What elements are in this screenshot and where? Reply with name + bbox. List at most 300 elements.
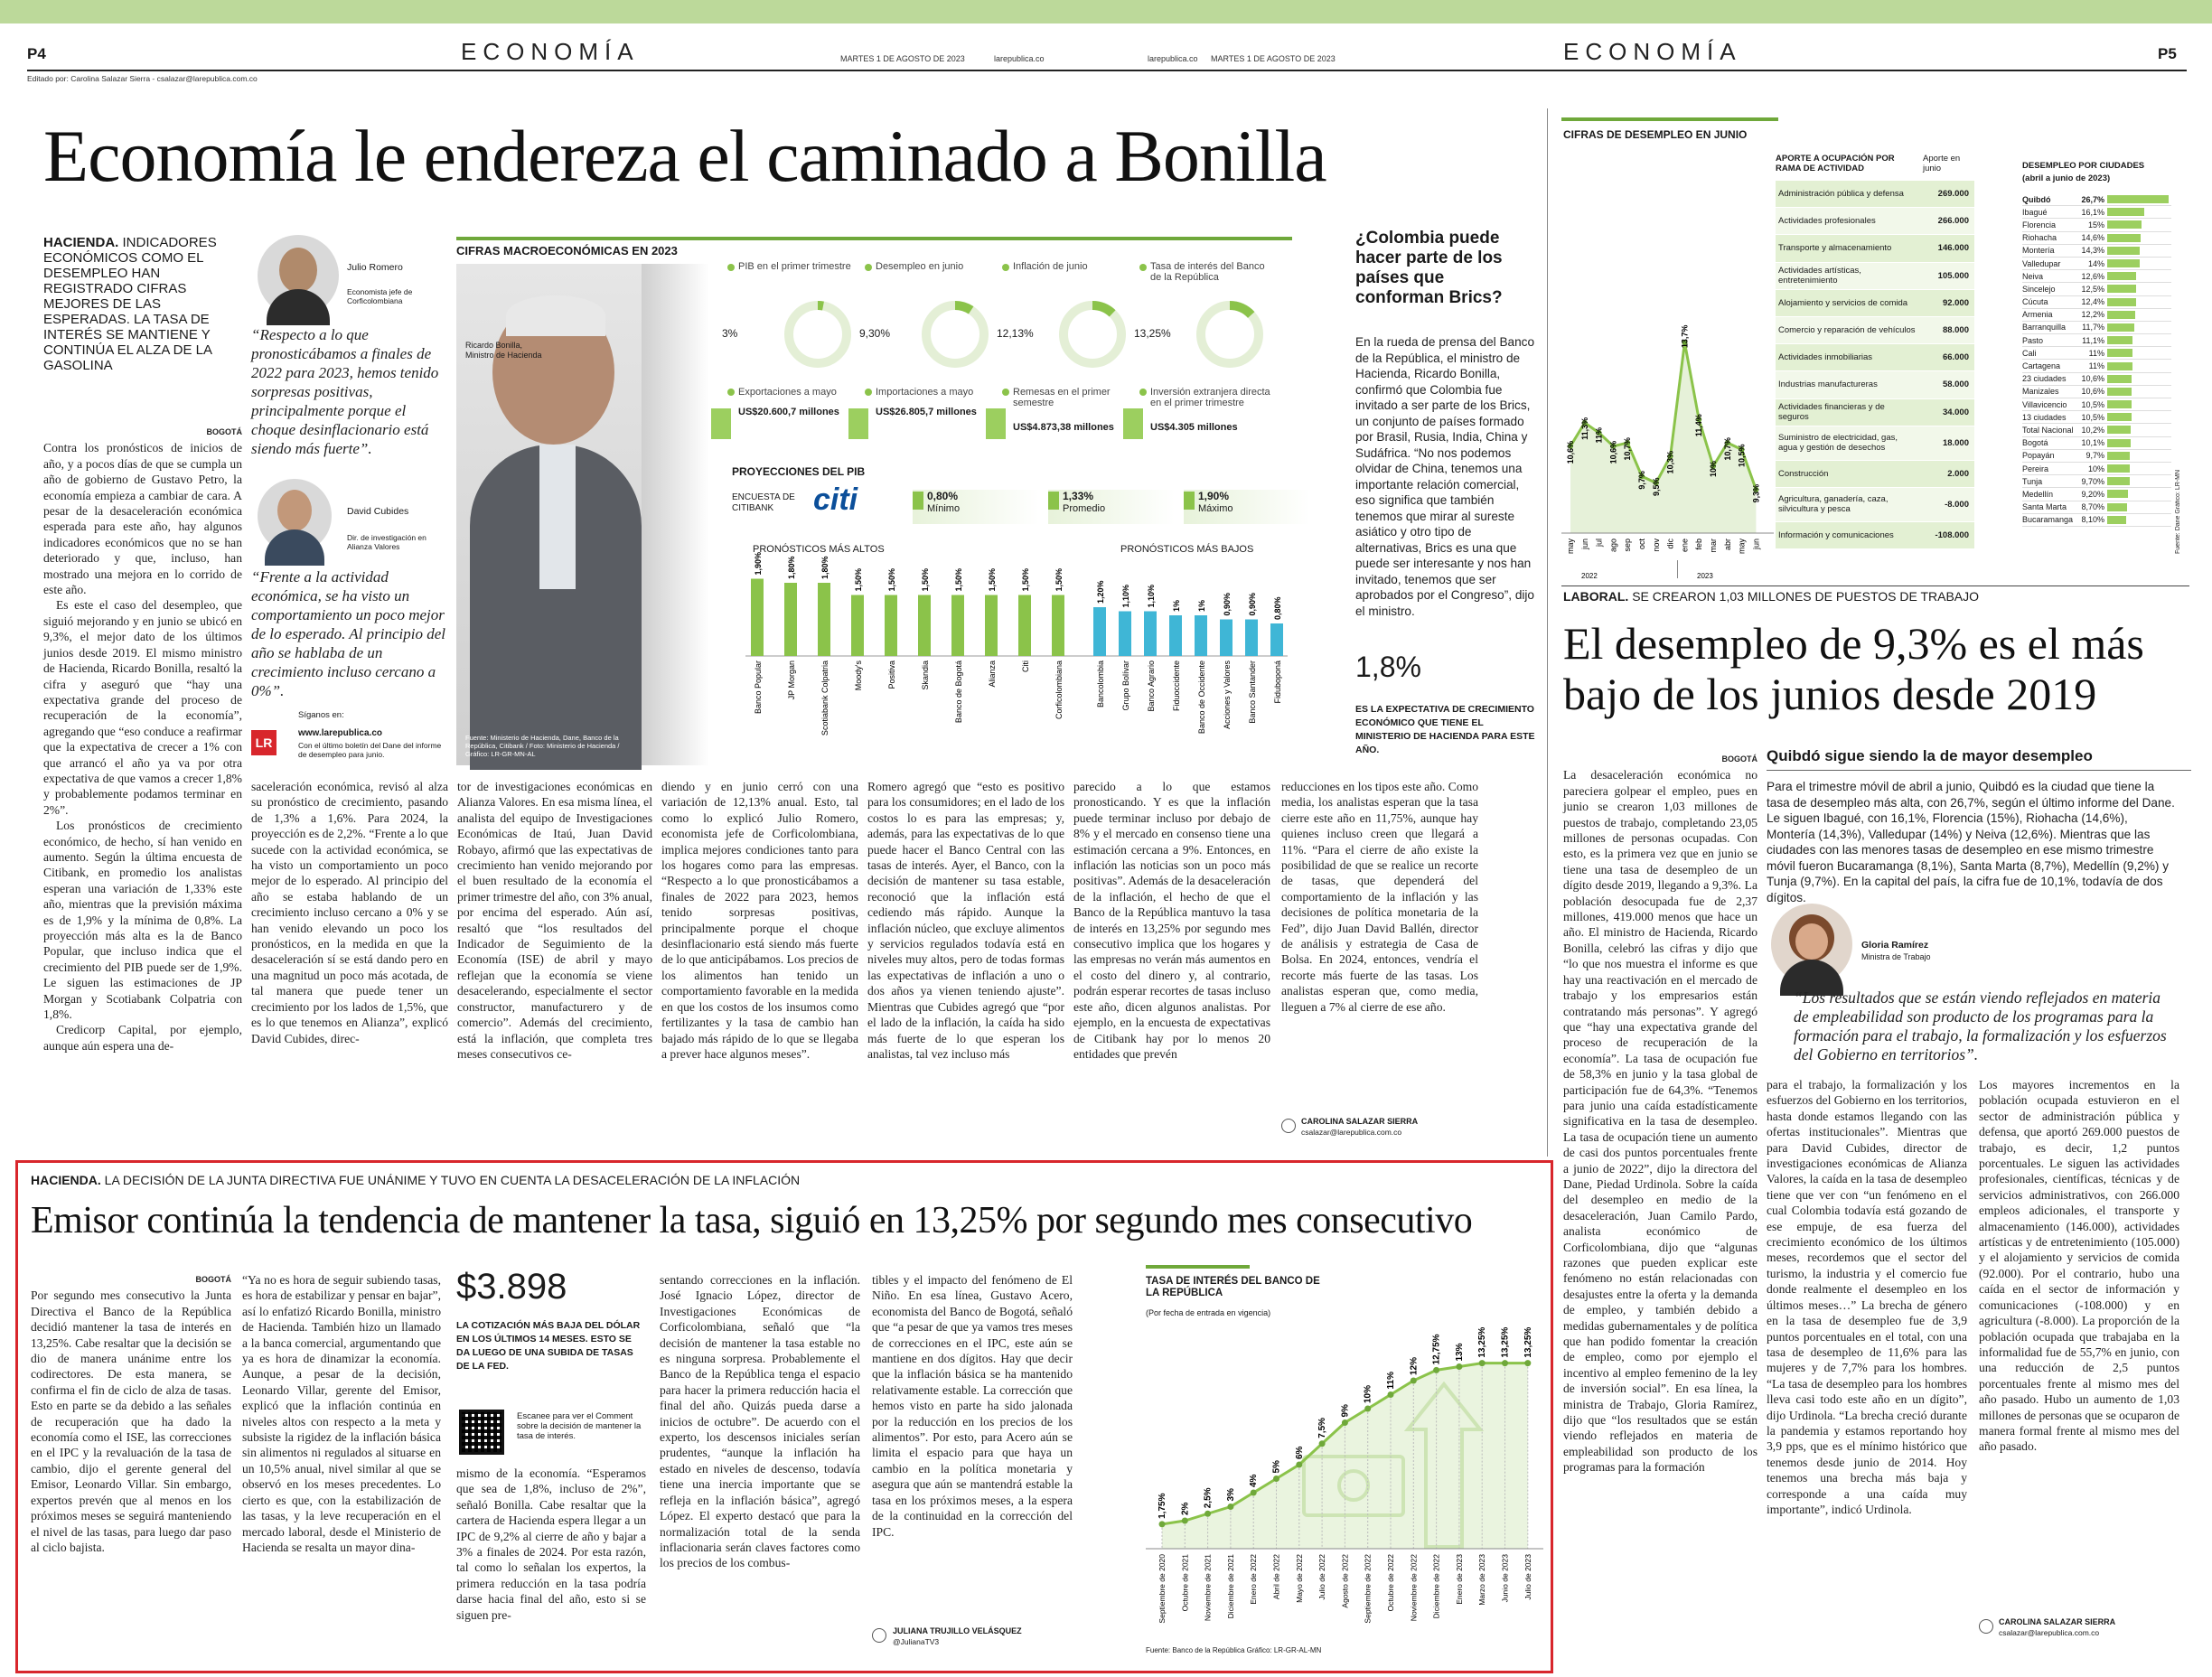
donut-label: Tasa de interés del Banco de la República [1150, 261, 1265, 283]
proj-label: Promedio [1063, 503, 1106, 514]
romero-photo [258, 235, 339, 316]
rate-value: 12,75% [1431, 1334, 1442, 1365]
city-value: 10,6% [2081, 374, 2104, 384]
table-cell-value: -8.000 [1945, 499, 1969, 510]
forecast-category: Skandia [921, 660, 930, 690]
donut-value: 3% [722, 327, 738, 340]
rate-category: Marzo de 2023 [1477, 1554, 1487, 1606]
chart-accent [1561, 117, 1778, 121]
minister-photo [456, 264, 642, 765]
emisor-price: $3.898 [456, 1267, 567, 1307]
rate-category: Septiembre de 2022 [1363, 1554, 1373, 1624]
forecast-bar [1093, 607, 1106, 656]
forecast-bar [851, 595, 864, 657]
forecast-value: 1% [1172, 599, 1181, 612]
romero-name: Julio Romero [347, 262, 403, 273]
desempleo-col3: Los mayores incrementos en la población ocupada estuvieron en el sector de administración pública y defensa, que aportó 269.000 puestos de trabajo, es decir, 1,2 puntos porcentuales. Le siguen las actividades profesionales, científicas, técnicas y de servicios administrativos, con 266.000 empleos adicionales, el transporte y almacenamiento (146.000), actividades artísticas y de entretenimiento (105.000) y el alojamiento y servicios de comida (92.000). Por el contrario, hubo una caída en el sector de información y comunicaciones (-108.000) y en agricultura (-8.000). La proporción de la población ocupada que trabajaba en la informalidad fue de 55,7% en junio, con una reducción de 2,5 puntos porcentuales frente al mismo mes del año pasado. Hubo un aumento de 1,03 millones de personas que se ocuparon de manera formal frente al mismo mes del año pasado. [1979, 1078, 2179, 1454]
forecast-value: 1,80% [787, 556, 796, 579]
main-paragraph: Credicorp Capital, por ejemplo, aunque aún espera una de- [43, 1023, 242, 1053]
donut-track [789, 305, 847, 363]
bullet-dot [1139, 264, 1147, 271]
rate-value: 11% [1386, 1372, 1396, 1390]
city-value: 10,5% [2081, 399, 2104, 409]
bullet-dot [865, 264, 872, 271]
rate-point [1342, 1419, 1348, 1426]
donut-value: 12,13% [997, 327, 1034, 340]
rate-point [1411, 1378, 1417, 1384]
flow-bar [1123, 408, 1143, 439]
main-body-col1 [43, 425, 242, 1138]
bullet-dot [1139, 389, 1147, 396]
kicker-tag: HACIENDA. [31, 1173, 101, 1187]
city-value: 26,7% [2081, 194, 2104, 204]
forecast-category: Corficolombiana [1054, 660, 1064, 720]
forecast-value: 1,50% [1021, 567, 1030, 592]
line-value: 10,3% [1665, 450, 1675, 474]
table-row [1776, 208, 1974, 235]
rate-category: Mayo de 2022 [1294, 1554, 1304, 1603]
donut-label: PIB en el primer trimestre [738, 261, 851, 272]
forecast-bar [1144, 612, 1157, 657]
forecast-value: 0,90% [1248, 592, 1257, 616]
proj-label: Mínimo [927, 503, 961, 514]
rate-point [1251, 1490, 1257, 1496]
city-value: 14% [2087, 258, 2104, 268]
city-name: Bogotá [2022, 438, 2048, 448]
forecast-bar [1169, 615, 1182, 656]
main-kicker [43, 235, 244, 373]
table-cell-value: 18.000 [1942, 437, 1969, 448]
byline-icon [1281, 1119, 1296, 1133]
forecast-category: Fiduboponá [1273, 660, 1282, 704]
rate-category: Noviembre de 2021 [1203, 1554, 1213, 1622]
byline-icon [872, 1628, 886, 1643]
desempleo-byline: CAROLINA SALAZAR SIERRA [1999, 1617, 2116, 1626]
byline-icon [1979, 1619, 1993, 1634]
flow-label: Inversión extranjera directa en el primer trimestre [1150, 387, 1270, 408]
bullet-dot [727, 264, 735, 271]
rate-category: Julio de 2023 [1523, 1554, 1532, 1600]
table-cell-label: Alojamiento y servicios de comida [1778, 297, 1908, 308]
cities-sub: (abril a junio de 2023) [2022, 173, 2111, 183]
year-label: 2022 [1581, 572, 1598, 580]
rate-value: 13,25% [1500, 1326, 1511, 1358]
forecast-value: 1,20% [1096, 580, 1105, 604]
table-row [1776, 317, 1974, 344]
rate-chart [1146, 1321, 1543, 1642]
city-bar [2107, 247, 2140, 255]
main-paragraph: Contra los pronósticos de inicios de año, y a pocos días de que se cumpla un año de gobierno de Gustavo Petro, la economía empieza a cambiar de cara. A pesar de la desaceleración económica esperada para este año, hay algunos indicadores económicos que no se han deteriorado y que, incluso, han mostrado una mejora en lo corrido de este año. [43, 441, 242, 597]
page-divider [1547, 108, 1548, 1157]
table-cell-value: 58.000 [1942, 379, 1969, 390]
line-category: dic [1665, 539, 1675, 549]
forecast-category: Fiduoccidente [1172, 660, 1181, 712]
city-row [2022, 437, 2171, 449]
flow-bar [711, 408, 731, 439]
city-bar [2107, 220, 2142, 229]
rate-point [1273, 1476, 1279, 1482]
main-body-col6: parecido a lo que estamos pronosticando. Y es que la inflación puede terminar incluso por debajo de 8% y el mercado en consenso tiene una estimación cercana a 9%. Entonces, en inflación las noticias son un poco más positivas”. Además de la desaceleración de la inflación, el hecho de que el Banco de la República mantuvo la tasa de interés en 13,25% por segundo mes consecutivo implica que los hogares y las empresas no verán más aumentos en el costo del dinero y, al contrario, podrán esperar recortes de tasas incluso este año, dicen algunos analistas. Por ejemplo, en la encuesta de expectativas de Citibank hay por lo menos 20 entidades que prevén [1073, 780, 1270, 1061]
forecast-bar [818, 583, 830, 656]
table-row [1776, 488, 1974, 522]
city-row [2022, 245, 2171, 257]
forecast-value: 1,50% [887, 567, 896, 592]
rate-value: 3% [1225, 1488, 1236, 1502]
table-cell-label: Actividades inmobiliarias [1778, 352, 1873, 363]
rate-value: 7,5% [1317, 1417, 1328, 1438]
header-site-right: larepublica.co [1148, 54, 1198, 63]
header-rule [27, 70, 2187, 71]
table-cell-value: 146.000 [1937, 243, 1969, 254]
section-title-left: ECONOMÍA [461, 38, 640, 65]
main-body-col5: Romero agregó que “esto es positivo para los consumidores; en el lado de los costos lo es para las empresas; y, además, para las expectativas de lo que puede hacer el Banco Central con las tasas de interés. Ayer, el Banco, con la decisión de mantener su tasa estable, reconoció que la inflación está cediendo más rápido. Aunque la inflación núcleo, que excluye alimentos y servicios regulados todavía está en niveles muy altos, pero de todas formas las expectativas de inflación a uno o dos años ya vienen teniendo ajuste”. Mientras que Cubides agregó que “por el lado de la inflación, la caída ha sido más fuerte de lo que esperan los analistas, tal vez incluso más [867, 780, 1064, 1061]
city-value: 12,6% [2081, 271, 2104, 281]
forecast-value: 1,50% [921, 567, 930, 592]
table-cell-value: 88.000 [1942, 325, 1969, 336]
line-category: oct [1637, 539, 1646, 550]
city-name: Popayán [2022, 451, 2055, 461]
rate-category: Noviembre de 2022 [1409, 1554, 1419, 1622]
forecast-category: Citi [1021, 660, 1030, 672]
kicker-tag: HACIENDA. [43, 235, 119, 250]
rate-category: Junio de 2023 [1500, 1554, 1510, 1603]
donut-chart [782, 298, 854, 370]
table-cell-value: 34.000 [1942, 407, 1969, 417]
city-name: Santa Marta [2022, 502, 2067, 512]
city-row [2022, 283, 2171, 295]
page-number-right: P5 [2158, 45, 2177, 62]
city-value: 12,5% [2081, 284, 2104, 294]
city-name: Cartagena [2022, 361, 2061, 371]
forecast-value: 1,50% [854, 567, 863, 592]
table-cell-value: 66.000 [1942, 352, 1969, 363]
table-cell-label: Industrias manufactureras [1778, 379, 1878, 390]
emisor-col2: “Ya no es hora de seguir subiendo tasas, es hora de estabilizar y pensar en bajar”, así lo enfatizó Ricardo Bonilla, ministro de Hacienda. También hizo un llamado a la banca comercial, argumentando que ya es hora de dinamizar la economía. Aunque, a pesar de la decisión, Leonardo Villar, gerente del Emisor, explicó que la inflación continúa en niveles altos con respecto a la meta y subsiste la rigidez de la inflación básica sin alimentos ni regulados al situarse en un 10,5% anual, nivel similar al que se observó en los meses precedentes. Lo cierto es que, con la estabilización de las tasas, y la leve recuperación en el mercado laboral, desde el Ministerio de Hacienda se resalta un mayor dina- [242, 1273, 441, 1554]
main-paragraph: Los pronósticos de crecimiento económico, de hecho, sí han venido en aumento. Según la última encuesta de Citibank, en promedio los analistas esperan una variación de 1,33% este año, mientras que la previsión máxima es de 1,9% y la mínima de 0,8%. La proyección más alta es la de Banco Popular, que incluso indica que el crecimiento del PIB puede ser de 1,9%. Le siguen las estimaciones de JP Morgan y Scotiabank Colpatria con 1,8%. [43, 819, 242, 1022]
city-bar [2107, 452, 2130, 460]
forecast-category: Banco Agrario [1147, 660, 1156, 712]
city-row [2022, 334, 2171, 346]
city-row [2022, 258, 2171, 269]
line-value: 10,7% [1623, 437, 1633, 461]
table-row [1776, 426, 1974, 461]
forecast-value: 1,50% [1054, 567, 1064, 592]
forecast-value: 0,90% [1223, 592, 1232, 616]
rate-value: 1,75% [1158, 1493, 1167, 1519]
city-bar [2107, 362, 2132, 370]
emisor-byline-handle: @JulianaTV3 [893, 1637, 940, 1646]
table-cell-value: 92.000 [1942, 297, 1969, 308]
forecast-bar [1270, 623, 1283, 656]
dateline: BOGOTÁ [1721, 754, 1757, 764]
city-value: 15% [2087, 220, 2104, 230]
dateline: BOGOTÁ [195, 1275, 231, 1284]
flow-value: US$26.805,7 millones [876, 407, 977, 417]
city-row [2022, 322, 2171, 333]
lr-logo: LR [251, 730, 276, 755]
forecast-category: Moody's [854, 660, 863, 691]
table-cell-value: -108.000 [1935, 529, 1969, 540]
infographic-title: CIFRAS MACROECONÓMICAS EN 2023 [456, 244, 678, 258]
emisor-headline: Emisor continúa la tendencia de mantener la tasa, siguió en 13,25% por segundo mes consecutivo [31, 1200, 1473, 1241]
proj-value: 1,90% [1198, 490, 1230, 502]
table-row [1776, 344, 1974, 371]
rate-point [1182, 1518, 1188, 1524]
table-cell-label: Actividades profesionales [1778, 216, 1876, 227]
city-value: 11% [2088, 361, 2104, 371]
table-row [1776, 399, 1974, 426]
kicker-text: INDICADORES ECONÓMICOS COMO EL DESEMPLEO HAN REGISTRADO CIFRAS MEJORES DE LAS ESPERADAS. LA TASA DE INTERÉS SE MANTIENE Y CONTINÚA EL ALZA DE LA GASOLINA [43, 235, 217, 373]
city-row [2022, 296, 2171, 308]
city-row [2022, 193, 2171, 205]
rate-value: 5% [1271, 1460, 1282, 1474]
rate-value: 13% [1454, 1343, 1465, 1362]
rate-point [1204, 1511, 1211, 1517]
header-site-left: larepublica.co [994, 54, 1045, 63]
city-row [2022, 270, 2171, 282]
city-bar [2107, 208, 2144, 216]
rate-category: Enero de 2022 [1249, 1554, 1259, 1605]
chart-accent [1146, 1265, 1250, 1269]
city-value: 8,10% [2081, 515, 2104, 525]
city-name: Florencia [2022, 220, 2057, 230]
line-value: 11,3% [1579, 417, 1589, 440]
page-number-left: P4 [27, 45, 46, 62]
forecast-value: 1,10% [1147, 584, 1156, 608]
city-name: Pereira [2022, 464, 2049, 473]
city-value: 11% [2088, 348, 2104, 358]
emisor-col1 [31, 1272, 231, 1652]
table-row [1776, 371, 1974, 398]
rate-category: Agosto de 2022 [1340, 1554, 1350, 1608]
main-body-col3: tor de investigaciones económicas en Alianza Valores. En esa misma línea, el analista del equipo de Investigaciones Económicas de Itaú, Juan David Robayo, afirmó que las expectativas de crecimiento han venido mejorando por el buen resultado de la economía el primer trimestre del año, con 3% anual, por encima del esperado. Aún así, resaltó que “los resultados del Indicador de Seguimiento de la Economía (ISE) de abril y mayo reflejan que la economía se viene desacelerando, especialmente el sector constructor, manufacturero y de comercio”. Además del crecimiento, está la inflación, que completa tres meses consecutivos ce- [457, 780, 652, 1061]
rate-point [1479, 1360, 1486, 1366]
forecast-bar [1220, 620, 1233, 657]
donut-track [1064, 305, 1121, 363]
infographic-source: Fuente: Ministerio de Hacienda, Dane, Banco de la República, Citibank / Foto: Ministerio de Hacienda / Gráfico: LR-GR-MN-AL [465, 734, 620, 758]
city-row [2022, 373, 2171, 385]
city-value: 10,5% [2081, 412, 2104, 422]
line-category: jun [1579, 539, 1589, 550]
line-value: 10,6% [1566, 440, 1575, 464]
forecast-category: Positiva [887, 660, 896, 689]
city-bar [2107, 259, 2140, 267]
table-cell-label: Transporte y almacenamiento [1778, 243, 1892, 254]
donut-chart [919, 298, 991, 370]
section-title-right: ECONOMÍA [1563, 38, 1742, 65]
emisor-byline: JULIANA TRUJILLO VELÁSQUEZ [893, 1626, 1022, 1635]
desempleo-subhead: Quibdó sigue siendo la de mayor desempleo [1767, 747, 2093, 764]
top-color-bar [0, 0, 2212, 23]
follow-site[interactable]: www.larepublica.co [298, 728, 382, 738]
line-value: 10,7% [1722, 437, 1732, 461]
kicker-tag: LABORAL. [1563, 589, 1629, 604]
line-value: 9,3% [1751, 483, 1761, 503]
ramirez-photo [1771, 904, 1852, 985]
brics-figure-caption: ES LA EXPECTATIVA DE CRECIMIENTO ECONÓMICO QUE TIENE EL MINISTERIO DE HACIENDA PARA ESTE AÑO. [1355, 704, 1535, 755]
forecast-category: Banco de Bogotá [954, 660, 963, 724]
city-name: Bucaramanga [2022, 515, 2074, 525]
city-row [2022, 309, 2171, 321]
main-body-col7: reducciones en los tipos este año. Como media, los analistas esperan que la tasa cierre este año en 11,75%, aunque hay quienes incluso creen que llegará a 11%. “Para el cierre de año existe la posibilidad de que se realice un recorte de tasas, que dependerá del comportamiento de la inflación y las decisiones de política monetaria de la Fed”, dijo Juan David Ballén, director de análisis y estrategia de Casa de Bolsa. En 2024, entonces, vendría el recorte más fuerte de las tasas. Los analistas esperan que, como media, lleguen a 7% al cierre de ese año. [1281, 780, 1478, 1014]
city-row [2022, 206, 2171, 218]
rate-point [1433, 1367, 1439, 1373]
flow-label: Remesas en el primer semestre [1013, 387, 1111, 408]
high-title: PRONÓSTICOS MÁS ALTOS [753, 544, 885, 555]
main-headline: Economía le endereza el caminado a Bonilla [43, 115, 1326, 197]
city-row [2022, 219, 2171, 230]
city-bar [2107, 234, 2141, 242]
city-bar [2107, 349, 2132, 357]
line-category: nov [1651, 539, 1661, 552]
main-byline: CAROLINA SALAZAR SIERRA [1301, 1117, 1419, 1126]
forecast-category: Banco de Occidente [1197, 660, 1206, 735]
dateline: BOGOTÁ [206, 427, 242, 436]
forecast-bar [951, 595, 964, 657]
table-cell-label: Agricultura, ganadería, caza, silvicultura y pesca [1778, 494, 1889, 515]
donut-value: 9,30% [859, 327, 891, 340]
city-bar [2107, 426, 2131, 434]
city-name: Neiva [2022, 271, 2044, 281]
table-cell-label: Comercio y reparación de vehículos [1778, 325, 1916, 336]
city-row [2022, 514, 2171, 526]
forecast-bar [918, 595, 931, 657]
ramirez-quote: “Los resultados que se están viendo reflejados en materia de empleabilidad son producto de los programas para la formación para el trabajo, la formalización y los esfuerzos del Gobierno en territorios”. [1794, 988, 2167, 1063]
forecast-value: 1,80% [820, 556, 830, 579]
city-name: Riohacha [2022, 233, 2057, 243]
rate-point [1524, 1360, 1531, 1366]
romero-quote: “Respecto a lo que pronosticábamos a finales de 2022 para 2023, hemos tenido sorpresas positivas, principalmente porque el choque desinflacionario está siendo más fuerte”. [251, 326, 439, 457]
city-value: 11,7% [2082, 323, 2104, 333]
tbl-head: Aporte en junio [1923, 154, 1961, 173]
rate-value: 13,25% [1477, 1326, 1488, 1358]
city-row [2022, 501, 2171, 513]
line-category: jun [1751, 539, 1761, 550]
city-value: 12,4% [2081, 297, 2104, 307]
cubides-name: David Cubides [347, 506, 409, 517]
donut-track [926, 305, 984, 363]
line-value: 13,7% [1680, 324, 1690, 349]
city-bar [2107, 375, 2132, 383]
city-bar [2107, 413, 2132, 421]
flow-bar [848, 408, 868, 439]
table-cell-value: 269.000 [1937, 189, 1969, 200]
line-category: ene [1680, 539, 1690, 553]
rate-point [1319, 1440, 1326, 1447]
city-value: 10,1% [2081, 438, 2104, 448]
follow-label: Síganos en: [298, 710, 344, 720]
aporte-table [1776, 181, 1974, 549]
proj-value: 0,80% [927, 490, 959, 502]
header-date-left: MARTES 1 DE AGOSTO DE 2023 [840, 54, 965, 63]
proj-label: Máximo [1198, 503, 1233, 514]
city-bar [2107, 464, 2130, 473]
city-bar [2107, 285, 2136, 293]
table-cell-label: Actividades financieras y de seguros [1778, 402, 1885, 423]
rate-value: 9% [1340, 1404, 1351, 1418]
ramirez-role: Ministra de Trabajo [1861, 952, 1931, 961]
city-bar [2107, 503, 2127, 511]
city-value: 9,70% [2081, 476, 2104, 486]
city-value: 12,2% [2081, 310, 2104, 320]
flow-label: Exportaciones a mayo [738, 387, 837, 398]
city-name: Ibagué [2022, 207, 2048, 217]
forecast-bar [784, 583, 797, 656]
flow-value: US$4.873,38 millones [1013, 422, 1114, 433]
city-name: Tunja [2022, 476, 2043, 486]
table-cell-value: 2.000 [1947, 468, 1969, 479]
city-row [2022, 450, 2171, 462]
survey-label: ENCUESTA DE CITIBANK [732, 492, 795, 513]
rate-chart-source: Fuente: Banco de la República Gráfico: LR-GR-AL-MN [1146, 1646, 1322, 1654]
qr-code[interactable] [459, 1410, 504, 1455]
rate-category: Abril de 2022 [1271, 1554, 1281, 1600]
forecast-category: Banco Popular [754, 660, 763, 715]
city-name: Manizales [2022, 387, 2059, 397]
rate-chart-sub: (Por fecha de entrada en vigencia) [1146, 1308, 1271, 1317]
main-byline-mail: csalazar@larepublica.com.co [1301, 1128, 1402, 1137]
donut-value: 13,25% [1134, 327, 1171, 340]
brics-title: ¿Colombia puede hacer parte de los países que conforman Brics? [1355, 229, 1503, 307]
city-value: 11,1% [2082, 335, 2104, 345]
desempleo-sidebar: Para el trimestre móvil de abril a junio, Quibdó es la ciudad que tiene la tasa de desempleo más alta, con 26,7%, según el último informe del Dane. Le siguen Ibagué, con 16,1%, Florencia (15%), Riohacha (14,6%), Montería (14,3%), Valledupar (14%) y Neiva (12,6%). Mientras que las ciudades con las menores tasas de desempleo en ese mismo trimestre móvil fueron Bucaramanga (8,1%), Santa Marta (8,7%), Medellín (9,2%) y Tunja (9,7%). En la capital del país, la cifra fue de 10,1%, todavía de dos dígitos. [1767, 780, 2175, 904]
main-body-col2: saceleración económica, revisó al alza su pronóstico de crecimiento, pasando de 1,3% a 1,6%. Para 2024, la proyección es de 2,2%. “Frente a lo que sucede con la actividad económica, se ha visto un comportamiento un poco mejor de lo esperado. Al principio del año se estaba hablando de un crecimiento incluso cercano a 0% y se han venido elevando un poco los pronósticos, en la medida en que la desaceleración sí se está dando pero en una magnitud un poco más acotada, de tal manera que puede tener un crecimiento por los lados de 1,5%, que es lo que tenemos en Alianza”, explicó David Cubides, direc- [251, 780, 448, 1045]
rate-point [1296, 1462, 1302, 1468]
qr-text: Escanee para ver el Comment sobre la decisión de mantener la tasa de interés. [517, 1411, 642, 1441]
forecast-bar [1119, 612, 1131, 657]
line-category: ago [1608, 539, 1618, 553]
forecast-category: Bancolombia [1096, 660, 1105, 708]
desempleo-headline: El desempleo de 9,3% es el más bajo de los junios desde 2019 [1563, 618, 2144, 719]
table-cell-value: 105.000 [1937, 270, 1969, 281]
cubides-photo [258, 479, 332, 553]
emisor-col3: mismo de la economía. “Esperamos que sea de 1,8%, incluso de 2%”, señaló Bonilla. Cabe resaltar que la cartera de Hacienda espera llegar a un IPC de 9,2% al cierre de año y bajar a 3% a finales de 2024. Por esta razón, tal como lo señalan los expertos, la primera reducción en la tasa podría darse hacia final del año, esto si se siguen pre- [456, 1466, 646, 1622]
forecast-value: 1,10% [1121, 584, 1130, 608]
table-row [1776, 290, 1974, 317]
city-row [2022, 488, 2171, 500]
table-row [1776, 263, 1974, 290]
forecast-category: Alianza [988, 660, 997, 688]
proj-title: PROYECCIONES DEL PIB [732, 465, 866, 478]
city-value: 8,70% [2081, 502, 2104, 512]
city-row [2022, 424, 2171, 436]
city-bar [2107, 298, 2136, 306]
city-name: Pasto [2022, 335, 2044, 345]
ramirez-name: Gloria Ramírez [1861, 940, 1929, 951]
rate-value: 6% [1294, 1446, 1305, 1459]
city-name: Medellín [2022, 489, 2054, 499]
emisor-col1-text: Por segundo mes consecutivo la Junta Directiva el Banco de la República decidió mantener la tasa de interés en 13,25%. Cabe resaltar que la decisión se dio de manera unánime entre los codirectores. De esta manera, se confirma el fin de ciclo de alza de tasas. Esto en parte se da debido a las señales de recuperación que ha dado la economía como el ISE, las correcciones en el IPC y la revaluación de la tasa de cambio, dijo el gerente general del Emisor, Leonardo Villar. Sin embargo, expertos prevén que al menos en los próximos meses se seguirá manteniendo el nivel de las tasas, para luego dar paso al ciclo bajista. [31, 1288, 231, 1554]
line-category: abr [1722, 539, 1732, 551]
rate-value: 13,25% [1523, 1326, 1533, 1358]
city-name: Total Nacional [2022, 425, 2074, 435]
table-row [1776, 235, 1974, 262]
proj-marker [913, 492, 923, 510]
city-name: Villavicencio [2022, 399, 2067, 409]
city-bar [2107, 195, 2169, 203]
forecast-bar [751, 579, 764, 657]
rate-value: 4% [1249, 1474, 1260, 1487]
kicker-text: SE CREARON 1,03 MILLONES DE PUESTOS DE TRABAJO [1632, 589, 1980, 604]
rate-category: Enero de 2023 [1454, 1554, 1464, 1605]
rate-point [1456, 1363, 1462, 1370]
rate-category: Diciembre de 2021 [1225, 1554, 1235, 1619]
city-row [2022, 347, 2171, 359]
desempleo-byline-mail: csalazar@larepublica.com.co [1999, 1628, 2100, 1637]
table-row [1776, 461, 1974, 488]
desempleo-col2: para el trabajo, la formalización y los esfuerzos del Gobierno en los territorios, hasta donde estamos llegando con las ofertas institucionales”. Mientras que para David Cubides, director de investigaciones económicas de Alianza Valores, la caída en la tasa de desempleo tiene que ver con “un fenómeno en el cual Colombia todavía está gozando de ese empuje, de esa fuerza del crecimiento económico de los últimos meses, recordemos que el sector del turismo, la industria y el comercio fue donde realmente el desempleo en los últimos meses…” La brecha de género en la tasa de desempleo fue de 3,9 puntos porcentuales en el total, con una tasa de desempleo de 11,6% para las mujeres y de 7,7% para los hombres. “La tasa de desempleo para los hombres lleva casi todo este año en un dígito”, dijo Urdinola. “La brecha creció durante la pandemia y estamos reportando hoy 3,9 pps, que es el mínimo histórico que tenemos desde junio de 2014. Hoy tenemos una brecha más baja y corresponde a una caída muy importante”, indicó Urdinola. [1767, 1078, 1967, 1516]
city-row [2022, 475, 2171, 487]
